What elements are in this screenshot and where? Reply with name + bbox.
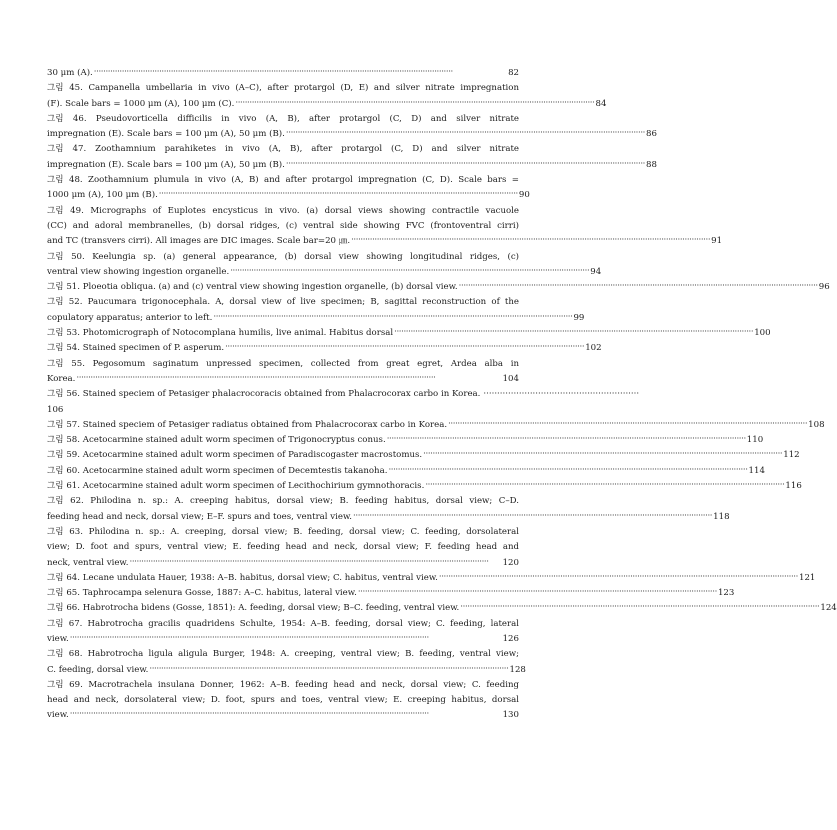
page-number[interactable]: 84 bbox=[595, 98, 607, 109]
page-number[interactable]: 99 bbox=[573, 312, 585, 323]
figure-caption-leader-row bbox=[47, 127, 657, 142]
figure-caption-line: 그림 69. Macrotrachela insulana Donner, 1962: A–B. feeding head and neck, dorsal view; C. feeding bbox=[47, 679, 519, 690]
dot-leader bbox=[425, 478, 784, 493]
figure-caption-line: copulatory apparatus; anterior to left. bbox=[47, 312, 213, 323]
page-number[interactable]: 86 bbox=[646, 129, 657, 140]
figure-caption-leader-row bbox=[47, 510, 730, 525]
figure-caption-leader-row bbox=[47, 280, 830, 295]
figure-caption-leader-row bbox=[47, 448, 800, 463]
figure-caption-line: 그림 64. Lecane undulata Hauer, 1938: A–B. habitus, dorsal view; C. habitus, ventral view. bbox=[47, 572, 438, 583]
figure-caption-leader-row bbox=[47, 464, 765, 479]
dot-leader bbox=[394, 325, 753, 340]
figure-caption-line: C. feeding, dorsal view. bbox=[47, 664, 149, 675]
page-number[interactable]: 96 bbox=[818, 282, 830, 293]
page-number[interactable]: 108 bbox=[808, 419, 825, 430]
dot-leader bbox=[213, 310, 572, 325]
figure-entry[interactable] bbox=[47, 250, 602, 281]
page-number[interactable]: 100 bbox=[754, 328, 771, 339]
figure-caption-line: impregnation (E). Scale bars = 100 μm (A), 50 μm (B). bbox=[47, 129, 285, 140]
figure-caption-leader-row bbox=[47, 265, 602, 280]
figure-caption-leader-row bbox=[47, 418, 825, 433]
page-number[interactable]: 104 bbox=[502, 373, 519, 384]
page-number[interactable]: 130 bbox=[502, 710, 519, 721]
figure-caption-leader-row bbox=[47, 708, 519, 723]
figure-entry[interactable] bbox=[47, 617, 519, 648]
figure-caption-line: feeding head and neck, dorsal view; E–F. spurs and toes, ventral view. bbox=[47, 511, 353, 522]
figure-entry[interactable] bbox=[47, 494, 730, 525]
dot-leader bbox=[130, 555, 502, 570]
figure-caption-line: 그림 58. Acetocarmine stained adult worm specimen of Trigonocryptus conus. bbox=[47, 435, 386, 446]
figure-caption-line: 그림 60. Acetocarmine stained adult worm specimen of Decemtestis takanoha. bbox=[47, 465, 388, 476]
page-number[interactable]: 124 bbox=[820, 603, 837, 614]
page-number[interactable]: 90 bbox=[518, 190, 530, 201]
figure-caption-line: 그림 56. Stained speciem of Petasiger phalacrocoracis obtained from Phalacrocorax carbo in Korea. bbox=[47, 389, 481, 400]
figure-entry[interactable] bbox=[47, 295, 585, 326]
dot-leader bbox=[70, 707, 502, 722]
figure-caption-leader-row bbox=[47, 66, 519, 81]
figure-entry[interactable] bbox=[47, 357, 519, 388]
figure-entry[interactable] bbox=[47, 280, 830, 295]
figure-caption-line: 그림 49. Micrographs of Euplotes encysticus in vivo. (a) dorsal views showing contractile vacuole bbox=[47, 205, 519, 216]
page-number[interactable]: 110 bbox=[746, 435, 764, 446]
figure-caption-line: 그림 45. Campanella umbellaria in vivo (A–C), after protargol (D, E) and silver nitrate impregnation bbox=[47, 83, 519, 94]
dot-leader bbox=[230, 264, 589, 279]
figure-caption-line: view. bbox=[47, 633, 69, 644]
figure-entry[interactable] bbox=[47, 601, 837, 616]
figure-list bbox=[47, 66, 837, 724]
figure-caption-line: 그림 46. Pseudovorticella difficilis in vivo (A, B), after protargol (C, D) and silver nitrate bbox=[47, 113, 519, 124]
page-number[interactable]: 102 bbox=[585, 343, 602, 354]
figure-entry[interactable] bbox=[47, 647, 526, 678]
figure-entry[interactable] bbox=[47, 464, 765, 479]
figure-caption-leader-row bbox=[47, 586, 735, 601]
figure-caption-line: 그림 55. Pegosomum saginatum unpressed specimen, collected from great egret, Ardea alba in bbox=[47, 358, 519, 369]
dot-leader bbox=[159, 187, 518, 202]
dot-leader bbox=[387, 432, 746, 447]
figure-caption-leader-row bbox=[47, 601, 837, 616]
figure-caption-line: Korea. bbox=[47, 373, 76, 384]
figure-caption-leader-row bbox=[47, 663, 526, 678]
figure-caption-leader-row bbox=[47, 97, 607, 112]
dot-leader: ························································· bbox=[483, 389, 640, 400]
dot-leader bbox=[70, 631, 502, 646]
dot-leader bbox=[76, 371, 501, 386]
figure-caption-line: 1000 μm (A), 100 μm (B). bbox=[47, 190, 158, 201]
figure-caption-line: neck, ventral view. bbox=[47, 557, 129, 568]
figure-entry[interactable] bbox=[47, 571, 816, 586]
page-number[interactable]: 118 bbox=[713, 511, 730, 522]
figure-caption-leader-row bbox=[47, 433, 764, 448]
dot-leader bbox=[353, 509, 712, 524]
figure-entry[interactable] bbox=[47, 525, 519, 571]
figure-caption-leader-row bbox=[47, 234, 723, 249]
dot-leader bbox=[358, 585, 717, 600]
dot-leader bbox=[423, 447, 782, 462]
figure-caption-line: 그림 61. Acetocarmine stained adult worm specimen of Lecithochirium gymnothoracis. bbox=[47, 481, 425, 492]
figure-entry[interactable] bbox=[47, 142, 657, 173]
figure-entry[interactable] bbox=[47, 678, 519, 724]
figure-caption-line: view; D. foot and spurs, ventral view; E. feeding head and neck, dorsal view; F. feeding head and bbox=[47, 542, 519, 553]
figure-entry[interactable] bbox=[47, 326, 771, 341]
figure-entry[interactable] bbox=[47, 341, 602, 356]
page-number[interactable]: 123 bbox=[717, 588, 735, 599]
figure-entry[interactable] bbox=[47, 112, 657, 143]
page-number[interactable]: 128 bbox=[509, 664, 526, 675]
figure-caption-line: view. bbox=[47, 710, 69, 721]
figure-entry[interactable] bbox=[47, 448, 800, 463]
figure-entry[interactable] bbox=[47, 204, 723, 250]
figure-caption-line: 30 μm (A). bbox=[47, 68, 93, 78]
figure-caption-leader-row bbox=[47, 632, 519, 647]
figure-entry[interactable] bbox=[47, 173, 530, 204]
dot-leader bbox=[149, 662, 508, 677]
dot-leader bbox=[460, 600, 819, 615]
figure-caption-leader-row bbox=[47, 341, 602, 356]
figure-entry[interactable] bbox=[47, 66, 519, 81]
figure-entry[interactable] bbox=[47, 479, 802, 494]
dot-leader bbox=[286, 157, 645, 172]
figure-caption-leader-row bbox=[47, 311, 585, 326]
figure-caption-line bbox=[47, 387, 640, 402]
dot-leader bbox=[225, 340, 584, 355]
figure-caption-line: 그림 53. Photomicrograph of Notocomplana humilis, live animal. Habitus dorsal bbox=[47, 328, 394, 339]
dot-leader bbox=[448, 417, 807, 432]
figure-caption-line: 그림 67. Habrotrocha gracilis quadridens Schulte, 1954: A–B. feeding, dorsal view; C. feeding, lateral bbox=[47, 618, 519, 629]
figure-caption-line: 그림 65. Taphrocampa selenura Gosse, 1887: A–C. habitus, lateral view. bbox=[47, 588, 357, 599]
dot-leader bbox=[351, 233, 710, 248]
page-number[interactable]: 120 bbox=[502, 557, 519, 568]
page-number[interactable]: 106 bbox=[47, 404, 64, 415]
figure-caption-leader-row bbox=[47, 571, 816, 586]
dot-leader bbox=[459, 279, 818, 294]
figure-caption-leader-row bbox=[47, 188, 530, 203]
figure-caption-line: 그림 47. Zoothamnium parahiketes in vivo (A, B), after protargol (C, D) and silver nitrate bbox=[47, 144, 519, 155]
page-number[interactable]: 112 bbox=[783, 450, 800, 461]
figure-caption-line: 그림 52. Paucumara trigonocephala. A, dorsal view of live specimen; B, sagittal reconstruction of the bbox=[47, 297, 519, 308]
figure-caption-leader-row bbox=[47, 556, 519, 571]
page-number[interactable]: 88 bbox=[646, 159, 657, 170]
figure-caption-line: impregnation (E). Scale bars = 100 μm (A), 50 μm (B). bbox=[47, 159, 285, 170]
figure-caption-line: (F). Scale bars = 1000 μm (A), 100 μm (C). bbox=[47, 98, 235, 109]
figure-entry[interactable] bbox=[47, 418, 825, 433]
page-number[interactable]: 114 bbox=[748, 465, 765, 476]
dot-leader bbox=[388, 463, 747, 478]
page-number[interactable]: 94 bbox=[590, 266, 602, 277]
page-number[interactable]: 116 bbox=[785, 481, 802, 492]
figure-caption-line: 그림 51. Ploeotia obliqua. (a) and (c) ventral view showing ingestion organelle, (b) dorsal view. bbox=[47, 282, 458, 293]
figure-entry[interactable] bbox=[47, 387, 640, 418]
figure-caption-line: 그림 63. Philodina n. sp.: A. creeping, dorsal view; B. feeding, dorsal view; C. feeding, dorsolateral bbox=[47, 526, 519, 537]
figure-caption-leader-row bbox=[47, 479, 802, 494]
page-number[interactable]: 91 bbox=[711, 236, 723, 247]
figure-caption-line: 그림 66. Habrotrocha bidens (Gosse, 1851): A. feeding, dorsal view; B–C. feeding, ventral view. bbox=[47, 603, 460, 614]
dot-leader bbox=[286, 126, 645, 141]
figure-caption-leader-row bbox=[47, 326, 771, 341]
figure-caption-line: 그림 68. Habrotrocha ligula aligula Burger, 1948: A. creeping, ventral view; B. feeding, ventral view; bbox=[47, 649, 519, 660]
figure-caption-leader-row bbox=[47, 403, 519, 418]
figure-caption-line: 그림 54. Stained specimen of P. asperum. bbox=[47, 343, 225, 354]
figure-caption-line: 그림 57. Stained speciem of Petasiger radiatus obtained from Phalacrocorax carbo in Korea. bbox=[47, 419, 448, 430]
figure-caption-line: 그림 50. Keelungia sp. (a) general appearance, (b) dorsal view showing longitudinal ridges, (c) bbox=[47, 251, 519, 262]
page-number[interactable]: 126 bbox=[502, 633, 519, 644]
figure-entry[interactable] bbox=[47, 81, 607, 112]
figure-caption-line: (CC) and adoral membranelles, (b) dorsal ridges, (c) ventral side showing FVC (frontoventral cirri) bbox=[47, 220, 519, 231]
dot-leader bbox=[439, 570, 798, 585]
figure-caption-line: and TC (transvers cirri). All images are DIC images. Scale bar=20 ㎛. bbox=[47, 236, 351, 247]
figure-caption-line: 그림 62. Philodina n. sp.: A. creeping habitus, dorsal view; B. feeding habitus, dorsal view; C–D. bbox=[47, 496, 519, 507]
page-number[interactable]: 121 bbox=[798, 572, 816, 583]
figure-caption-line: head and neck, dorsolateral view; D. foot, spurs and toes, ventral view; E. creeping habitus, dorsal bbox=[47, 695, 519, 706]
figure-caption-leader-row bbox=[47, 158, 657, 173]
figure-caption-leader-row bbox=[47, 372, 519, 387]
figure-entry[interactable] bbox=[47, 586, 735, 601]
figure-caption-line: 그림 59. Acetocarmine stained adult worm specimen of Paradiscogaster macrostomus. bbox=[47, 450, 423, 461]
figure-caption-line: 그림 48. Zoothamnium plumula in vivo (A, B) and after protargol impregnation (C, D). Scale bars = bbox=[47, 175, 519, 186]
page-number[interactable]: 82 bbox=[508, 68, 519, 78]
dot-leader bbox=[235, 96, 594, 111]
figure-caption-line: ventral view showing ingestion organelle. bbox=[47, 266, 230, 277]
figure-entry[interactable] bbox=[47, 433, 764, 448]
dot-leader bbox=[94, 65, 507, 80]
